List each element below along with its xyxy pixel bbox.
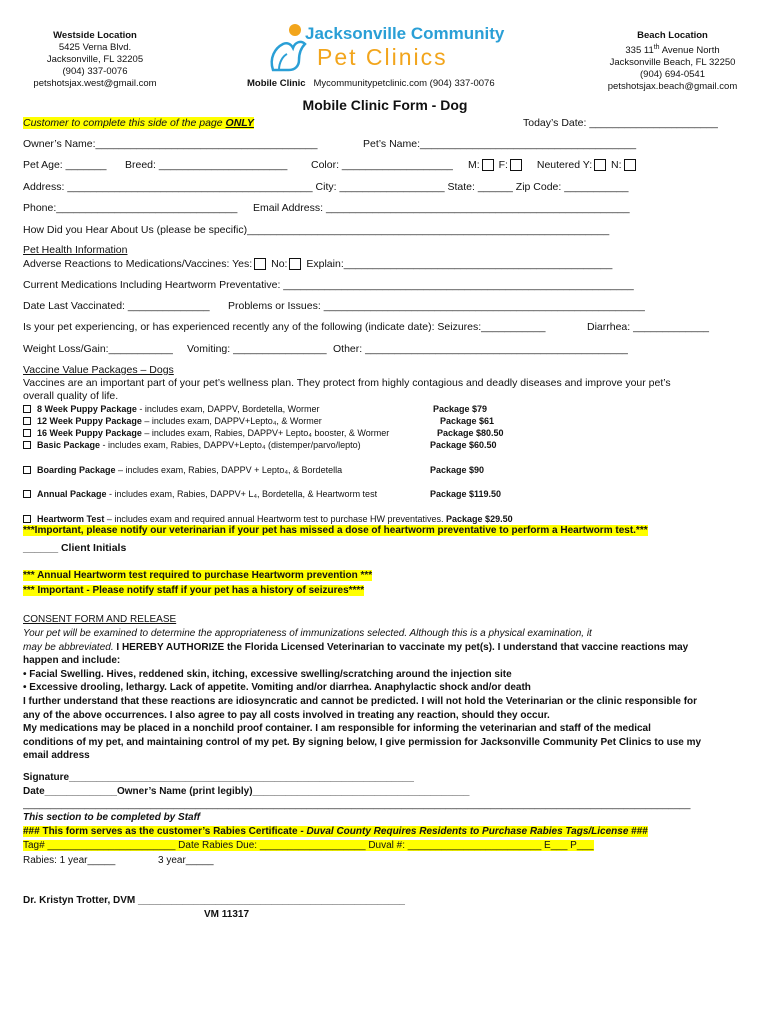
seizure-history-note: *** Important - Please notify staff if your pet has a history of seizures****: [23, 585, 365, 596]
vet-license-number: VM 11317: [204, 909, 250, 920]
sex-options: [468, 159, 638, 171]
problems-field[interactable]: Problems or Issues: _______________________________________________________: [228, 300, 645, 312]
adverse-no-label: No:: [271, 258, 288, 270]
westside-address2: Jacksonville, FL 32205: [46, 54, 144, 65]
package-row: Basic Package - includes exam, Rabies, DAPPV+Lepto₄ (distemper/parvo/lepto): [23, 440, 361, 450]
referral-field[interactable]: How Did you Hear About Us (please be specific)______________________________________________________________: [23, 224, 610, 236]
section-separator: ________________________________________________________________________________________________________________________: [23, 799, 691, 810]
package-checkbox[interactable]: [23, 515, 31, 523]
consent-body: Your pet will be examined to determine the appropriateness of immunizations selected. Although this is a physical examination, it may be abbreviated. I HEREBY AUTHORIZE the Florida Licensed Veterinarian to vaccinate my pet(s). I understand that vaccine reactions may happen and include: • Facial Swelling. Hives, reddened skin, itching, excessive swelling/scratching around the injection site • Excessive drooling, lethargy. Lack of appetite. Vomiting and/or diarrhea. Anaphylactic shock and/or death I further understand that these reactions are idiosyncratic and cannot be predicted. I will not hold the Veterinarian or the clinic responsible for any of the above occurrences. I also agree to pay all costs involved in treating any reaction, should they occur. My medications may be placed in a nonchild proof container. I am responsible for informing the veterinarian and staff of the medical conditions of my pet, and maintaining control of my pet. By signing below, I give permission for Jacksonville Community Pet Clinics to use my email address: [23, 628, 702, 762]
adverse-label: Adverse Reactions to Medications/Vaccines: Yes:: [23, 258, 253, 270]
beach-address2: Jacksonville Beach, FL 32250: [609, 57, 736, 69]
package-price: Package $60.50: [430, 440, 497, 450]
signature-field[interactable]: Signature______________________________________________________________: [23, 772, 414, 783]
doctor-signature-field[interactable]: Dr. Kristyn Trotter, DVM ________________________________________________: [23, 895, 405, 906]
package-checkbox[interactable]: [23, 490, 31, 498]
health-heading: Pet Health Information: [23, 244, 128, 256]
adverse-no-checkbox[interactable]: [289, 258, 301, 270]
annual-heartworm-note: *** Annual Heartworm test required to purchase Heartworm prevention ***: [23, 570, 373, 581]
package-row: Annual Package - includes exam, Rabies, DAPPV+ L₄, Bordetella, & Heartworm test: [23, 489, 377, 499]
heartworm-package-row: Heartworm Test – includes exam and required annual Heartworm test to purchase HW preventatives. Package $29.50: [23, 514, 513, 524]
male-checkbox[interactable]: [482, 159, 494, 171]
neutered-label: Neutered Y:: [536, 159, 593, 171]
email-field[interactable]: Email Address: ____________________________________________________: [253, 202, 630, 214]
package-row: 16 Week Puppy Package – includes exam, Rabies, DAPPV+ Lepto₄ booster, & Wormer: [23, 428, 389, 438]
beach-location: [595, 30, 750, 93]
pet-name-field[interactable]: Pet’s Name:_____________________________________: [363, 138, 637, 150]
date-owner-name-field[interactable]: Date_____________Owner’s Name (print legibly)_______________________________________: [23, 786, 470, 797]
package-price: Package $80.50: [437, 428, 504, 438]
diarrhea-field[interactable]: Diarrhea: _____________: [587, 321, 710, 333]
neutered-no-label: N:: [611, 159, 622, 171]
logo-line1: Jacksonville Community: [305, 24, 505, 43]
vaccine-intro-line1: Vaccines are an important part of your pet’s wellness plan. They protect from highly contagious and deadly diseases and improve your pet’s: [23, 377, 671, 389]
package-checkbox[interactable]: [23, 466, 31, 474]
adverse-reactions-row: [23, 258, 612, 270]
beach-phone: (904) 694-0541: [640, 69, 705, 81]
form-title: Mobile Clinic Form - Dog: [302, 97, 468, 113]
beach-email: petshotsjax.beach@gmail.com: [607, 81, 738, 93]
package-checkbox[interactable]: [23, 429, 31, 437]
westside-address1: 5425 Verna Blvd.: [58, 42, 132, 53]
westside-email: petshotsjax.west@gmail.com: [33, 78, 157, 89]
mobile-clinic-contact: Mycommunitypetclinic.com (904) 337-0076: [313, 78, 495, 89]
westside-title: Westside Location: [53, 30, 137, 41]
beach-address1: 335 11th Avenue North: [625, 44, 720, 57]
female-checkbox[interactable]: [510, 159, 522, 171]
address-field[interactable]: Address: __________________________________________ City: __________________ State: ______ Zip Code: ___________: [23, 181, 629, 193]
adverse-yes-checkbox[interactable]: [254, 258, 266, 270]
vaccine-intro-line2: overall quality of life.: [23, 390, 119, 402]
medications-field[interactable]: Current Medications Including Heartworm Preventative: ____________________________________________________________: [23, 279, 634, 291]
package-price: Package $90: [430, 465, 485, 475]
package-checkbox[interactable]: [23, 405, 31, 413]
breed-field[interactable]: Breed: ______________________: [125, 159, 288, 171]
seizures-field[interactable]: Is your pet experiencing, or has experienced recently any of the following (indicate date): Seizures:___________: [23, 321, 546, 333]
female-label: F:: [498, 159, 508, 171]
mobile-clinic-info: [247, 78, 495, 89]
weight-field[interactable]: Weight Loss/Gain:___________: [23, 343, 173, 355]
package-price: Package $79: [433, 404, 488, 414]
clinic-logo: [265, 22, 505, 74]
westside-location: [20, 30, 170, 90]
neutered-yes-checkbox[interactable]: [594, 159, 606, 171]
neutered-no-checkbox[interactable]: [624, 159, 636, 171]
male-label: M:: [468, 159, 480, 171]
package-row: 8 Week Puppy Package - includes exam, DAPPV, Bordetella, Wormer: [23, 404, 319, 414]
todays-date-field[interactable]: Today’s Date: ______________________: [523, 117, 718, 129]
pet-age-field[interactable]: Pet Age: _______: [23, 159, 107, 171]
owner-name-field[interactable]: Owner’s Name:______________________________________: [23, 138, 318, 150]
staff-section-note: This section to be completed by Staff: [23, 812, 201, 823]
explain-field[interactable]: Explain:______________________________________________: [306, 258, 613, 270]
rabies-certificate-note: ### This form serves as the customer’s Rabies Certificate - Duval County Requires Residents to Purchase Rabies Tags/License ###: [23, 826, 648, 837]
beach-title: Beach Location: [637, 30, 708, 41]
package-row: 12 Week Puppy Package – includes exam, DAPPV+Lepto₄, & Wormer: [23, 416, 322, 426]
consent-heading: CONSENT FORM AND RELEASE: [23, 614, 177, 625]
rabies-three-year-field[interactable]: 3 year_____: [158, 855, 214, 866]
vaccine-heading: Vaccine Value Packages – Dogs: [23, 364, 174, 376]
logo-line2: Pet Clinics: [317, 44, 448, 70]
color-field[interactable]: Color: ___________________: [311, 159, 453, 171]
other-field[interactable]: Other: _____________________________________________: [333, 343, 628, 355]
package-row: Boarding Package – includes exam, Rabies, DAPPV + Lepto₄, & Bordetella: [23, 465, 342, 475]
important-heartworm-note: ***Important, please notify our veterinarian if your pet has missed a dose of heartworm preventative to perform a Heartworm test.***: [23, 525, 648, 536]
package-checkbox[interactable]: [23, 417, 31, 425]
customer-note: Customer to complete this side of the page ONLY: [23, 117, 254, 129]
package-checkbox[interactable]: [23, 441, 31, 449]
westside-phone: (904) 337-0076: [62, 66, 128, 77]
phone-field[interactable]: Phone:_______________________________: [23, 202, 238, 214]
client-initials-field[interactable]: ______ Client Initials: [23, 542, 127, 554]
last-vaccinated-field[interactable]: Date Last Vaccinated: ______________: [23, 300, 210, 312]
mobile-clinic-label: Mobile Clinic: [247, 78, 306, 89]
rabies-tag-fields[interactable]: Tag# _______________________ Date Rabies Due: ___________________ Duval #: ________________________ E___ P___: [23, 840, 594, 851]
package-price: Package $61: [440, 416, 495, 426]
package-price: Package $119.50: [430, 489, 502, 499]
rabies-one-year-field[interactable]: Rabies: 1 year_____: [23, 855, 116, 866]
vomiting-field[interactable]: Vomiting: ________________: [187, 343, 327, 355]
